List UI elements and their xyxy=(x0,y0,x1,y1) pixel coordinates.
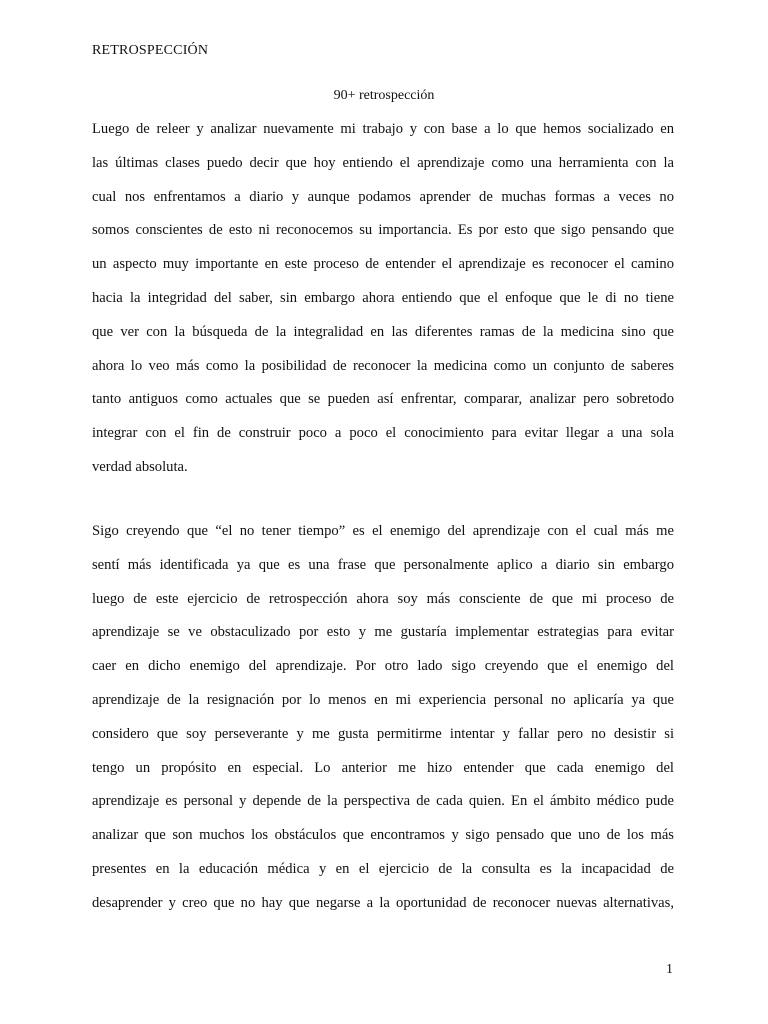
paragraph-line: luego de este ejercicio de retrospección ahora soy más consciente de que mi proceso de xyxy=(92,590,674,607)
paragraph-line: Luego de releer y analizar nuevamente mi trabajo y con base a lo que hemos socializado en xyxy=(92,121,674,137)
paragraph-1 xyxy=(92,113,674,485)
paragraph-line: sentí más identificada ya que es una frase que personalmente aplico a diario sin embargo xyxy=(92,556,674,573)
paragraph-line: las últimas clases puedo decir que hoy entiendo el aprendizaje como una herramienta con la xyxy=(92,154,674,171)
paragraph-line: un aspecto muy importante en este proceso de entender el aprendizaje es reconocer el camino xyxy=(92,256,674,273)
paragraph-line: somos conscientes de esto ni reconocemos su importancia. Es por esto que sigo pensando que xyxy=(92,222,674,239)
paragraph-line: hacia la integridad del saber, sin embargo ahora entiendo que el enfoque que le di no tiene xyxy=(92,289,674,306)
paragraph-line: aprendizaje de la resignación por lo menos en mi experiencia personal no aplicaría ya que xyxy=(92,691,674,708)
paragraph-line: analizar que son muchos los obstáculos que encontramos y sigo pensado que uno de los más xyxy=(92,827,674,844)
page-number: 1 xyxy=(666,962,673,977)
document-header: RETROSPECCIÓN xyxy=(92,43,209,58)
paragraph-line: ahora lo veo más como la posibilidad de reconocer la medicina como un conjunto de saberes xyxy=(92,357,674,374)
paragraph-line: Sigo creyendo que “el no tener tiempo” es el enemigo del aprendizaje con el cual más me xyxy=(92,523,674,539)
paragraph-line: que ver con la búsqueda de la integralidad en las diferentes ramas de la medicina sino que xyxy=(92,323,674,340)
paragraph-line: tengo un propósito en especial. Lo anterior me hizo entender que cada enemigo del xyxy=(92,759,674,776)
paragraph-line: verdad absoluta. xyxy=(92,458,188,475)
document-title: 90+ retrospección xyxy=(333,88,435,103)
paragraph-line: integrar con el fin de construir poco a poco el conocimiento para evitar llegar a una sola xyxy=(92,425,674,442)
paragraph-2 xyxy=(92,515,674,921)
paragraph-line: desaprender y creo que no hay que negarse a la oportunidad de reconocer nuevas alternativas, xyxy=(92,894,674,911)
paragraph-line: aprendizaje se ve obstaculizado por esto y me gustaría implementar estrategias para evitar xyxy=(92,624,674,641)
paragraph-line: caer en dicho enemigo del aprendizaje. Por otro lado sigo creyendo que el enemigo del xyxy=(92,658,674,675)
paragraph-line: cual nos enfrentamos a diario y aunque podamos aprender de muchas formas a veces no xyxy=(92,188,674,205)
paragraph-line: presentes en la educación médica y en el ejercicio de la consulta es la incapacidad de xyxy=(92,860,674,877)
paragraph-line: tanto antiguos como actuales que se pueden así enfrentar, comparar, analizar pero sobretodo xyxy=(92,391,674,408)
paragraph-line: aprendizaje es personal y depende de la perspectiva de cada quien. En el ámbito médico pude xyxy=(92,793,674,810)
paragraph-line: considero que soy perseverante y me gusta permitirme intentar y fallar pero no desistir si xyxy=(92,725,674,742)
